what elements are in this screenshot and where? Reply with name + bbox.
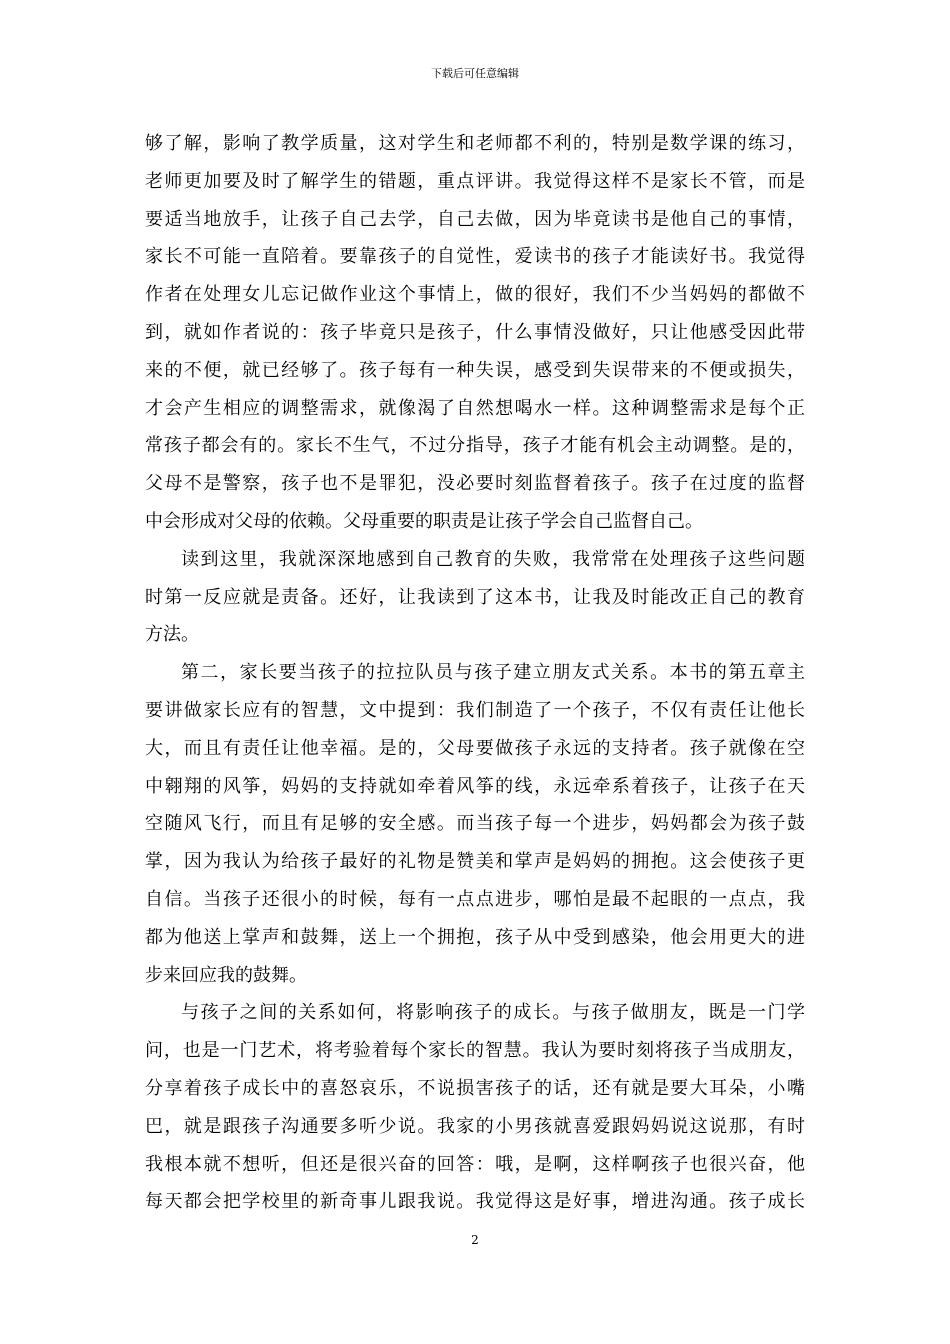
text-line: 读到这里，我就深深地感到自己教育的失败，我常常在处理孩子这些问题	[181, 548, 805, 570]
text-line: 常孩子都会有的。家长不生气，不过分指导，孩子才能有机会主动调整。是的，	[145, 435, 805, 457]
text-line: 每天都会把学校里的新奇事儿跟我说。我觉得这是好事，增进沟通。孩子成长	[145, 1191, 805, 1213]
paragraph	[145, 654, 805, 994]
text-line: 中会形成对父母的依赖。父母重要的职责是让孩子学会自己监督自己。	[145, 510, 703, 532]
text-line: 都为他送上掌声和鼓舞，送上一个拥抱，孩子从中受到感染，他会用更大的进	[145, 926, 805, 948]
text-line: 与孩子之间的关系如何，将影响孩子的成长。与孩子做朋友，既是一门学	[181, 1002, 805, 1024]
text-line: 父母不是警察，孩子也不是罪犯，没必要时刻监督着孩子。孩子在过度的监督	[145, 473, 805, 495]
page-number: 2	[471, 1233, 479, 1247]
paragraph	[145, 125, 805, 541]
text-line: 才会产生相应的调整需求，就像渴了自然想喝水一样。这种调整需求是每个正	[145, 397, 805, 419]
paragraph	[145, 994, 805, 1221]
text-line: 作者在处理女儿忘记做作业这个事情上，做的很好，我们不少当妈妈的都做不	[145, 284, 805, 306]
text-line: 我根本就不想听，但还是很兴奋的回答：哦，是啊，这样啊孩子也很兴奋，他	[145, 1153, 805, 1175]
text-line: 时第一反应就是责备。还好，让我读到了这本书，让我及时能改正自己的教育	[145, 586, 805, 608]
text-line: 问，也是一门艺术，将考验着每个家长的智慧。我认为要时刻将孩子当成朋友，	[145, 1040, 805, 1062]
paragraph	[145, 541, 805, 654]
page-header: 下载后可任意编辑	[431, 67, 519, 80]
text-line: 中翱翔的风筝，妈妈的支持就如牵着风筝的线，永远牵系着孩子，让孩子在天	[145, 775, 805, 797]
text-line: 掌，因为我认为给孩子最好的礼物是赞美和掌声是妈妈的拥抱。这会使孩子更	[145, 851, 805, 873]
text-line: 到，就如作者说的：孩子毕竟只是孩子，什么事情没做好，只让他感受因此带	[145, 321, 805, 343]
text-line: 要适当地放手，让孩子自己去学，自己去做，因为毕竟读书是他自己的事情，	[145, 208, 805, 230]
text-line: 自信。当孩子还很小的时候，每有一点点进步，哪怕是最不起眼的一点点，我	[145, 888, 805, 910]
text-line: 够了解，影响了教学质量，这对学生和老师都不利的，特别是数学课的练习，	[145, 133, 805, 154]
text-line: 方法。	[145, 624, 199, 646]
text-line: 第二，家长要当孩子的拉拉队员与孩子建立朋友式关系。本书的第五章主	[181, 662, 805, 684]
text-line: 老师更加要及时了解学生的错题，重点评讲。我觉得这样不是家长不管，而是	[145, 170, 805, 192]
text-line: 分享着孩子成长中的喜怒哀乐，不说损害孩子的话，还有就是要大耳朵，小嘴	[145, 1077, 805, 1099]
text-line: 步来回应我的鼓舞。	[145, 964, 307, 986]
text-line: 大，而且有责任让他幸福。是的，父母要做孩子永远的支持者。孩子就像在空	[145, 737, 805, 759]
text-line: 巴，就是跟孩子沟通要多听少说。我家的小男孩就喜爱跟妈妈说这说那，有时	[145, 1115, 805, 1137]
text-line: 空随风飞行，而且有足够的安全感。而当孩子每一个进步，妈妈都会为孩子鼓	[145, 813, 805, 835]
document-body	[145, 125, 805, 1221]
text-line: 来的不便，就已经够了。孩子每有一种失误，感受到失误带来的不便或损失，	[145, 359, 805, 381]
text-line: 要讲做家长应有的智慧，文中提到：我们制造了一个孩子，不仅有责任让他长	[145, 699, 805, 721]
text-line: 家长不可能一直陪着。要靠孩子的自觉性，爱读书的孩子才能读好书。我觉得	[145, 246, 805, 268]
